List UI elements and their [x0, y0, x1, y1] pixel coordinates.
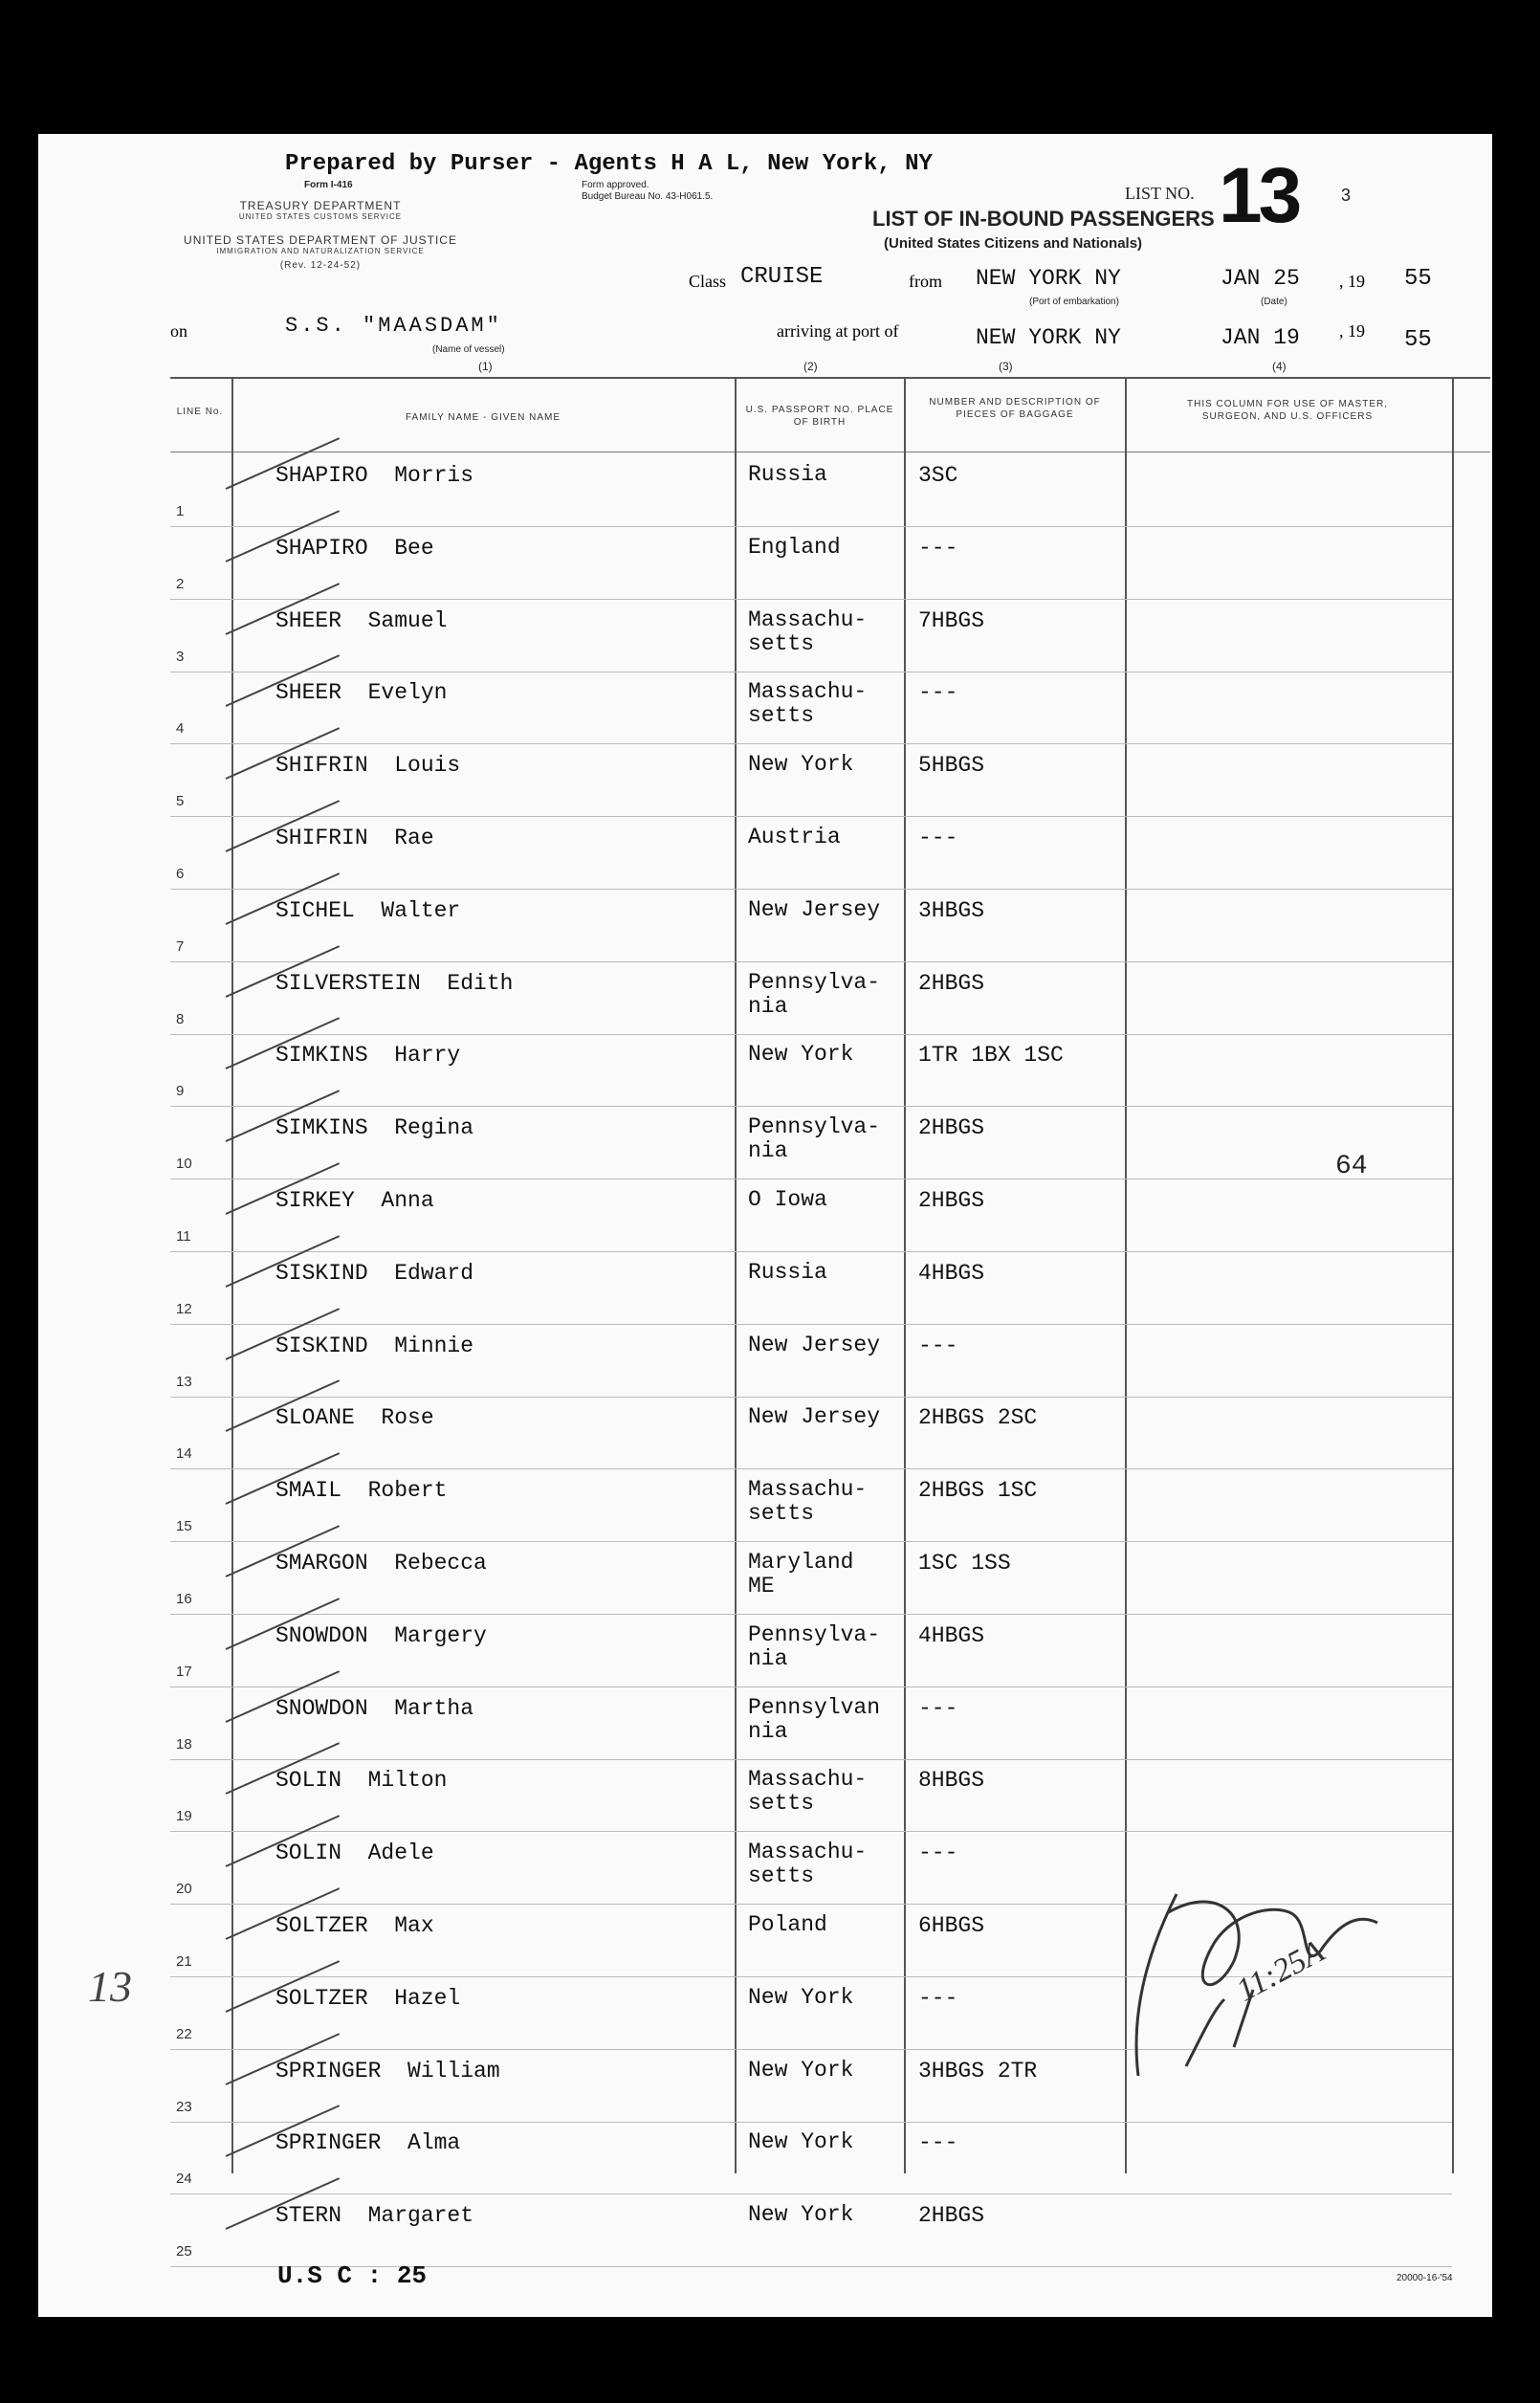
usc-count: U.S C : 25: [277, 2261, 428, 2290]
baggage-description: 2HBGS: [918, 1115, 985, 1141]
passenger-name: SIMKINS Regina: [275, 1115, 474, 1141]
passenger-name: SHAPIRO Bee: [275, 535, 434, 561]
on-label: on: [170, 321, 187, 341]
vessel-caption: (Name of vessel): [432, 344, 505, 355]
table-row: [170, 1326, 1452, 1399]
baggage-description: 4HBGS: [918, 1260, 985, 1286]
place-of-birth: Pennsylvan nia: [748, 1694, 881, 1744]
place-of-birth: England: [748, 534, 841, 560]
line-number: 23: [176, 2098, 192, 2115]
list-no-suffix: 3: [1341, 186, 1352, 205]
col-marker-1: (1): [478, 360, 493, 373]
baggage-description: 8HBGS: [918, 1768, 985, 1794]
table-row: [170, 963, 1452, 1036]
table-row: [170, 745, 1452, 818]
class-value: CRUISE: [740, 264, 824, 290]
table-row: [170, 818, 1452, 891]
baggage-description: 2HBGS 1SC: [918, 1478, 1038, 1504]
baggage-description: 5HBGS: [918, 753, 985, 779]
passenger-name: SISKIND Edward: [275, 1260, 474, 1286]
line-number: 22: [176, 2025, 192, 2042]
customs-service: UNITED STATES CUSTOMS SERVICE: [238, 212, 403, 221]
manifest-page: [38, 134, 1492, 2317]
line-number: 24: [176, 2171, 192, 2188]
from-date: JAN 25: [1221, 266, 1300, 291]
line-number: 13: [176, 1373, 192, 1390]
revision: (Rev. 12-24-52): [279, 260, 362, 271]
col-header-baggage: NUMBER AND DESCRIPTION OF PIECES OF BAGGAGE: [929, 397, 1101, 420]
table-row: [170, 1760, 1452, 1833]
passenger-name: SISKIND Minnie: [275, 1333, 474, 1358]
passenger-name: SILVERSTEIN Edith: [275, 970, 514, 996]
line-number: 17: [176, 1663, 192, 1680]
col-header-line: LINE No.: [176, 407, 224, 417]
place-of-birth: New York: [748, 2202, 854, 2228]
line-number: 5: [176, 793, 185, 810]
line-number: 12: [176, 1300, 192, 1317]
line-number: 3: [176, 648, 185, 665]
line-number: 15: [176, 1518, 192, 1535]
place-of-birth: Russia: [748, 1259, 827, 1285]
port-caption: (Port of embarkation): [1029, 297, 1119, 307]
line-number: 9: [176, 1083, 185, 1100]
col-header-passport: U.S. PASSPORT NO. PLACE OF BIRTH: [745, 405, 894, 428]
table-row: [170, 601, 1452, 673]
table-row: [170, 891, 1452, 963]
col-marker-3: (3): [999, 360, 1013, 373]
baggage-description: 6HBGS: [918, 1913, 985, 1938]
baggage-description: 2HBGS: [918, 1188, 985, 1213]
baggage-description: 4HBGS: [918, 1622, 985, 1648]
place-of-birth: Massachu- setts: [748, 606, 868, 656]
passenger-name: SICHEL Walter: [275, 897, 461, 923]
passenger-name: SPRINGER Alma: [275, 2130, 461, 2156]
table-row: [170, 2123, 1452, 2195]
col-header-officers: THIS COLUMN FOR USE OF MASTER, SURGEON, AND U.S. OFFICERS: [1186, 399, 1388, 422]
arrival-year: 55: [1404, 327, 1432, 353]
passenger-name: SOLTZER Hazel: [275, 1985, 461, 2011]
list-no-label: LIST NO.: [1125, 184, 1195, 203]
baggage-description: 3SC: [918, 463, 958, 488]
line-number: 6: [176, 866, 185, 882]
place-of-birth: New Jersey: [748, 1332, 881, 1357]
table-row: [170, 2195, 1452, 2268]
table-right-border: [1452, 379, 1454, 2173]
table-row: [170, 1543, 1452, 1616]
place-of-birth: Poland: [748, 1912, 827, 1937]
table-row: [170, 1398, 1452, 1470]
vessel-name: S.S. "MAASDAM": [285, 314, 502, 338]
date-caption: (Date): [1261, 297, 1287, 307]
line-number: 2: [176, 575, 185, 592]
place-of-birth: New York: [748, 752, 854, 778]
place-of-birth: New York: [748, 1042, 854, 1068]
baggage-description: 2HBGS 2SC: [918, 1405, 1038, 1431]
baggage-description: 2HBGS: [918, 970, 985, 996]
line-number: 20: [176, 1881, 192, 1898]
from-label: from: [909, 272, 942, 291]
line-number: 19: [176, 1808, 192, 1825]
treasury-department: TREASURY DEPARTMENT: [239, 199, 402, 212]
passenger-name: SPRINGER William: [275, 2058, 500, 2083]
place-of-birth: Massachu- setts: [748, 1840, 868, 1889]
table-row: [170, 1688, 1452, 1761]
line-number: 18: [176, 1735, 192, 1753]
baggage-description: 1SC 1SS: [918, 1551, 1011, 1576]
place-of-birth: New Jersey: [748, 1404, 881, 1430]
table-row: [170, 528, 1452, 601]
line-number: 16: [176, 1591, 192, 1607]
passenger-name: SHIFRIN Louis: [275, 753, 461, 779]
table-row: [170, 455, 1452, 528]
place-of-birth: Pennsylva- nia: [748, 1114, 881, 1164]
place-of-birth: Austria: [748, 825, 841, 849]
passenger-name: SHEER Evelyn: [275, 680, 448, 706]
from-port: NEW YORK NY: [976, 266, 1121, 291]
passenger-name: SNOWDON Martha: [275, 1695, 474, 1721]
table-row: [170, 1616, 1452, 1688]
passenger-name: SOLIN Adele: [275, 1841, 434, 1866]
place-of-birth: Massachu- setts: [748, 1477, 868, 1527]
table-row: [170, 672, 1452, 745]
form-number: Form I-416: [304, 180, 353, 190]
passenger-name: SOLIN Milton: [275, 1768, 448, 1794]
table-row: [170, 1035, 1452, 1108]
budget-bureau: Budget Bureau No. 43-H061.5.: [582, 191, 714, 202]
ins-service: IMMIGRATION AND NATURALIZATION SERVICE: [216, 247, 425, 255]
list-title: LIST OF IN-BOUND PASSENGERS: [872, 207, 1215, 231]
place-of-birth: New York: [748, 1984, 854, 2010]
table-top-rule: [170, 377, 1490, 379]
line-number: 14: [176, 1445, 192, 1463]
officer-note: 64: [1335, 1152, 1368, 1181]
place-of-birth: Massachu- setts: [748, 1767, 868, 1817]
from-year: 55: [1404, 266, 1432, 292]
place-of-birth: Maryland ME: [748, 1550, 854, 1598]
print-code: 20000-16-'54: [1397, 2273, 1453, 2283]
passenger-name: SNOWDON Margery: [275, 1622, 487, 1648]
place-of-birth: New York: [748, 2057, 854, 2083]
list-no-value: 13: [1219, 152, 1299, 239]
col-marker-4: (4): [1272, 360, 1287, 373]
arriving-label: arriving at port of: [777, 321, 899, 341]
baggage-description: ---: [918, 1985, 958, 2011]
list-subtitle: (United States Citizens and Nationals): [884, 235, 1143, 252]
line-number: 11: [176, 1228, 191, 1245]
signature-date: 11:25A: [1230, 1933, 1331, 2009]
place-of-birth: New Jersey: [748, 896, 881, 922]
line-number: 21: [176, 1953, 192, 1970]
from-year-prefix: , 19: [1339, 272, 1365, 291]
place-of-birth: Pennsylva- nia: [748, 1621, 881, 1671]
baggage-description: 3HBGS: [918, 897, 985, 923]
baggage-description: 2HBGS: [918, 2203, 985, 2229]
arrival-date: JAN 19: [1221, 325, 1300, 350]
baggage-description: ---: [918, 826, 958, 850]
line-number: 7: [176, 937, 185, 955]
arrival-year-prefix: , 19: [1339, 321, 1365, 341]
table-row: [170, 1470, 1452, 1543]
passenger-name: SHIFRIN Rae: [275, 826, 434, 850]
passenger-name: STERN Margaret: [275, 2203, 474, 2229]
table-row: [170, 1180, 1452, 1253]
inspector-signature: [1071, 1856, 1397, 2085]
prepared-by: Prepared by Purser - Agents H A L, New York, NY: [285, 151, 933, 177]
col-header-name: FAMILY NAME - GIVEN NAME: [406, 412, 561, 423]
place-of-birth: O Iowa: [748, 1187, 827, 1212]
table-row: [170, 1108, 1452, 1180]
place-of-birth: Russia: [748, 462, 827, 487]
table-row: [170, 1253, 1452, 1326]
baggage-description: ---: [918, 1333, 958, 1358]
arrival-port: NEW YORK NY: [976, 325, 1121, 350]
line-number: 8: [176, 1010, 185, 1027]
passenger-name: SMAIL Robert: [275, 1478, 448, 1504]
passenger-name: SHEER Samuel: [275, 607, 448, 633]
baggage-description: ---: [918, 1841, 958, 1866]
baggage-description: ---: [918, 680, 958, 706]
passenger-name: SIMKINS Harry: [275, 1043, 461, 1069]
class-label: Class: [689, 272, 727, 291]
baggage-description: ---: [918, 1695, 958, 1721]
place-of-birth: New York: [748, 2129, 854, 2155]
baggage-description: ---: [918, 535, 958, 561]
col-marker-2: (2): [803, 360, 818, 373]
line-number: 10: [176, 1156, 192, 1173]
place-of-birth: Pennsylva- nia: [748, 969, 881, 1019]
baggage-description: ---: [918, 2130, 958, 2156]
margin-number: 13: [88, 1962, 132, 2011]
baggage-description: 3HBGS 2TR: [918, 2058, 1038, 2083]
line-number: 25: [176, 2243, 192, 2260]
passenger-name: SIRKEY Anna: [275, 1188, 434, 1213]
justice-department: UNITED STATES DEPARTMENT OF JUSTICE: [184, 233, 457, 247]
passenger-name: SHAPIRO Morris: [275, 463, 474, 488]
place-of-birth: Massachu- setts: [748, 679, 868, 729]
line-number: 1: [176, 503, 185, 519]
passenger-name: SMARGON Rebecca: [275, 1551, 487, 1576]
passenger-name: SLOANE Rose: [275, 1405, 434, 1431]
passenger-name: SOLTZER Max: [275, 1913, 434, 1938]
baggage-description: 7HBGS: [918, 607, 985, 633]
form-approved: Form approved.: [582, 180, 649, 190]
line-number: 4: [176, 720, 185, 738]
baggage-description: 1TR 1BX 1SC: [918, 1043, 1064, 1069]
